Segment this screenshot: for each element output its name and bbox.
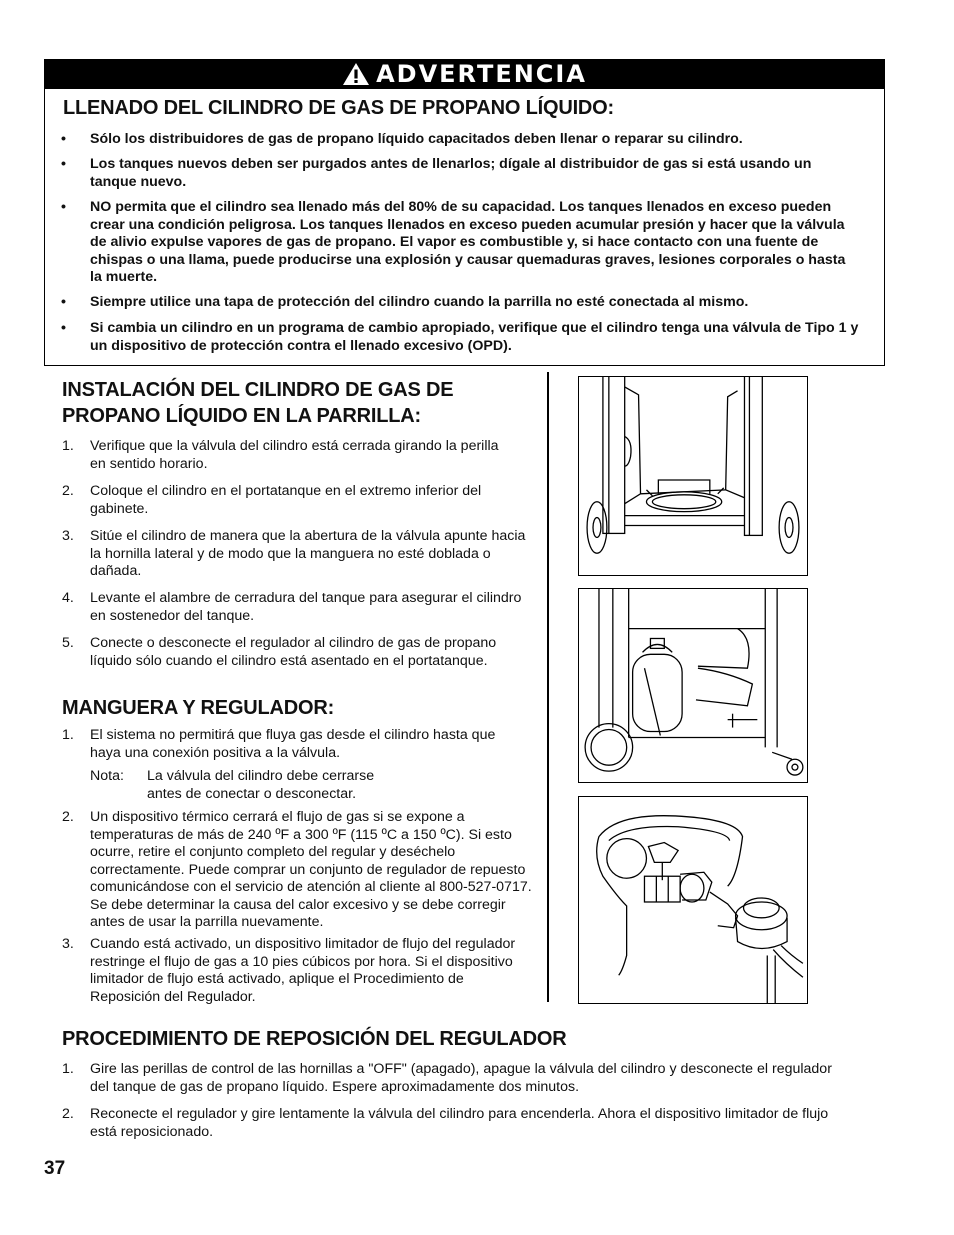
installation-heading: INSTALACIÓN DEL CILINDRO DE GAS DE PROPANO LÍQUIDO EN LA PARRILLA: (62, 379, 454, 427)
page-number: 37 (44, 1158, 66, 1179)
figure-cabinet-tank-holder (578, 376, 808, 576)
reset-heading: PROCEDIMIENTO DE REPOSICIÓN DEL REGULADOR (62, 1028, 567, 1050)
figure-cylinder-in-cabinet (578, 588, 808, 783)
note-label: Nota: (90, 768, 124, 784)
cylinder-in-cabinet-illustration (579, 589, 807, 782)
figure-regulator-connection (578, 796, 808, 1004)
column-divider (547, 372, 549, 1002)
warning-title: ADVERTENCIA (376, 60, 587, 88)
regulator-valve-illustration (579, 797, 807, 1003)
warning-header (44, 59, 885, 89)
hose-heading: MANGUERA Y REGULADOR: (62, 697, 335, 719)
warning-triangle-icon (342, 62, 370, 86)
cabinet-tank-holder-illustration (579, 377, 807, 575)
warning-heading: LLENADO DEL CILINDRO DE GAS DE PROPANO LÍQUIDO: (63, 97, 614, 119)
note-text: La válvula del cilindro debe cerrarse antes de conectar o desconectar. (147, 768, 375, 802)
